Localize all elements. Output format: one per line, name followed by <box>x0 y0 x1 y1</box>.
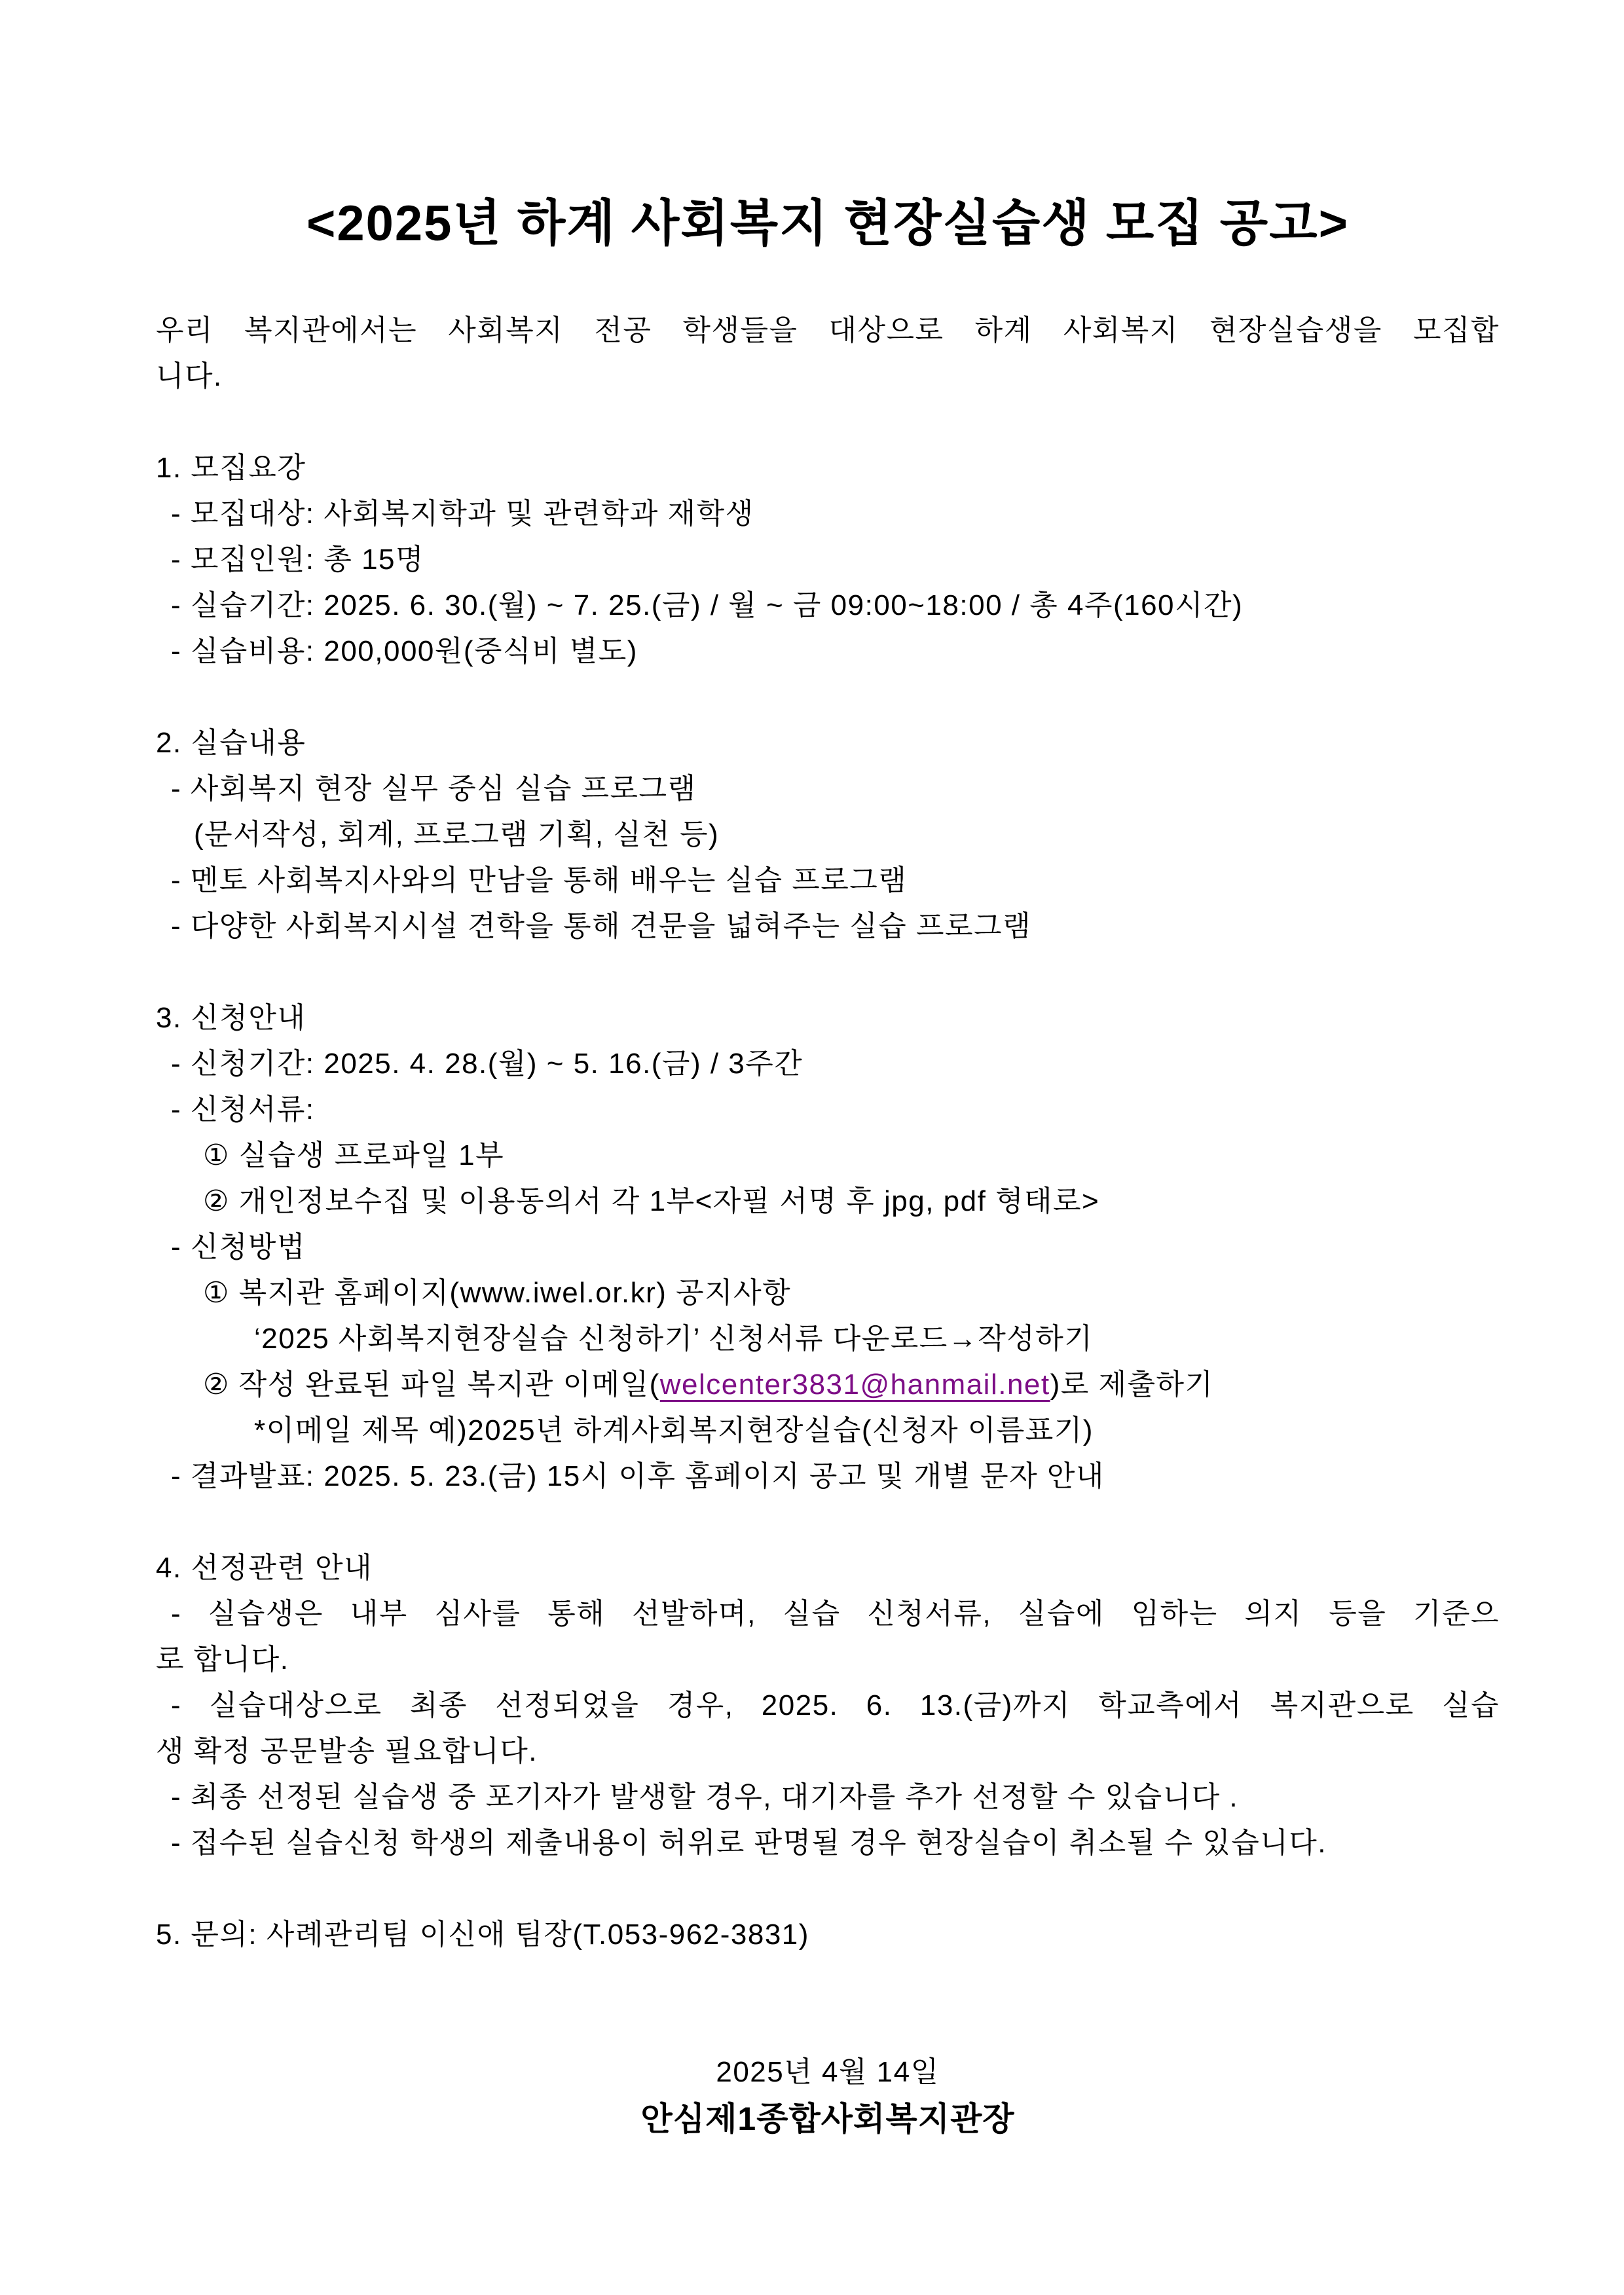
doc-line: - 접수된 실습신청 학생의 제출내용이 허위로 판명될 경우 현장실습이 취소될 수 있습니다. <box>171 1827 1327 1859</box>
doc-line: - 모집인원: 총 15명 <box>171 543 425 576</box>
doc-line: 로 합니다. <box>156 1643 289 1676</box>
doc-line: - 신청서류: <box>171 1093 315 1126</box>
doc-line: - 모집대상: 사회복지학과 및 관련학과 재학생 <box>171 498 754 530</box>
blank-line <box>156 399 1500 445</box>
doc-line: - 신청기간: 2025. 4. 28.(월) ~ 5. 16.(금) / 3주간 <box>171 1048 803 1080</box>
intro-line-2: 니다. <box>156 360 223 392</box>
doc-line: - 신청방법 <box>171 1231 306 1263</box>
document-body <box>156 399 1500 1958</box>
footer-spacer <box>156 1958 1500 2049</box>
doc-line <box>203 1362 1500 1408</box>
blank-line <box>156 949 1500 995</box>
doc-line: 2. 실습내용 <box>156 727 306 759</box>
doc-line: - 실습기간: 2025. 6. 30.(월) ~ 7. 25.(금) / 월 ~ 금 09:00~18:00 / 총 4주(160시간) <box>171 589 1244 621</box>
document-title: <2025년 하계 사회복지 현장실습생 모집 공고> <box>306 196 1350 251</box>
doc-line: - 실습비용: 200,000원(중식비 별도) <box>171 635 638 667</box>
doc-line: 1. 모집요강 <box>156 452 306 484</box>
email-link[interactable]: welcenter3831@hanmail.net <box>659 1368 1050 1401</box>
footer-date: 2025년 4월 14일 <box>716 2056 940 2088</box>
blank-line <box>156 674 1500 720</box>
doc-line: ① 복지관 홈페이지(www.iwel.or.kr) 공지사항 <box>203 1277 792 1309</box>
doc-line: ‘2025 사회복지현장실습 신청하기’ 신청서류 다운로드→작성하기 <box>254 1323 1094 1355</box>
doc-line: - 실습생은 내부 심사를 통해 선발하며, 실습 신청서류, 실습에 임하는 의지 등을 기준으 <box>171 1598 1500 1630</box>
doc-line: 생 확정 공문발송 필요합니다. <box>156 1735 538 1767</box>
doc-line: 5. 문의: 사례관리팀 이신애 팀장(T.053-962-3831) <box>156 1919 809 1951</box>
doc-line: (문서작성, 회계, 프로그램 기획, 실천 등) <box>194 818 720 851</box>
footer-signature: 안심제1종합사회복지관장 <box>640 2101 1015 2137</box>
doc-line: ① 실습생 프로파일 1부 <box>203 1139 505 1171</box>
doc-line: *이메일 제목 예)2025년 하계사회복지현장실습(신청자 이름표기) <box>254 1414 1094 1446</box>
intro-paragraph <box>156 308 1500 399</box>
doc-line: 3. 신청안내 <box>156 1002 306 1034</box>
blank-line <box>156 1499 1500 1545</box>
doc-text: ② 작성 완료된 파일 복지관 이메일( <box>203 1368 660 1401</box>
doc-line: - 최종 선정된 실습생 중 포기자가 발생할 경우, 대기자를 추가 선정할 수 있습니다 . <box>171 1781 1239 1813</box>
doc-line: - 실습대상으로 최종 선정되었을 경우, 2025. 6. 13.(금)까지 학교측에서 복지관으로 실습 <box>171 1689 1500 1721</box>
doc-line: - 다양한 사회복지시설 견학을 통해 견문을 넓혀주는 실습 프로그램 <box>171 910 1032 942</box>
doc-line: 4. 선정관련 안내 <box>156 1552 373 1584</box>
doc-text: )로 제출하기 <box>1050 1368 1214 1401</box>
intro-line-1: 우리 복지관에서는 사회복지 전공 학생들을 대상으로 하계 사회복지 현장실습생을 모집합 <box>156 314 1500 346</box>
blank-line <box>156 1866 1500 1912</box>
doc-line: - 사회복지 현장 실무 중심 실습 프로그램 <box>171 773 697 805</box>
doc-line: ② 개인정보수집 및 이용동의서 각 1부<자필 서명 후 jpg, pdf 형태로> <box>203 1185 1100 1217</box>
doc-line: - 결과발표: 2025. 5. 23.(금) 15시 이후 홈페이지 공고 및 개별 문자 안내 <box>171 1460 1105 1492</box>
doc-line: - 멘토 사회복지사와의 만남을 통해 배우는 실습 프로그램 <box>171 864 908 896</box>
